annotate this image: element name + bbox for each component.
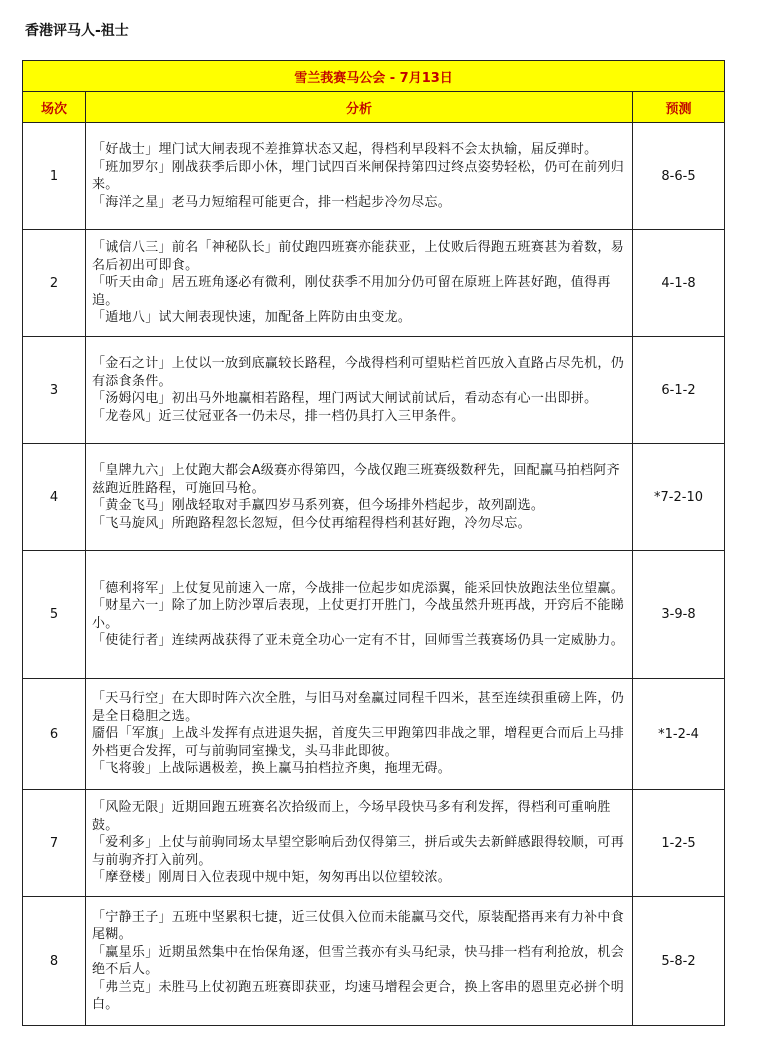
table-row: [23, 897, 725, 1026]
analysis-line: 靥侣「军旗」上战斗发挥有点进退失据，首度失三甲跑第四非战之罪，增程更合而后上马排外档更合发挥，可与前驹同室操戈，头马非此即彼。: [92, 726, 625, 759]
table-banner-row: [23, 61, 725, 92]
analysis-line: 「风险无限」近期回跑五班赛名次拾级而上，今场早段快马多有利发挥，得档利可重响胜鼓。: [92, 800, 611, 833]
analysis-line: 「金石之计」上仗以一放到底赢较长路程，今战得档利可望贴栏首匹放入直路占尽先机，仍有添食条件。: [92, 356, 625, 389]
table-row: [23, 551, 725, 679]
analysis-line: 「弗兰克」未胜马上仗初跑五班赛即获亚，均速马增程会更合，换上客串的恩里克必拼个明白。: [92, 979, 625, 1012]
analysis-line: 「天马行空」在大即时阵六次全胜，与旧马对垒赢过同程千四米，甚至连续孭重磅上阵，仍是全日稳胆之选。: [92, 691, 625, 724]
analysis-line: 「飞将骏」上战际遇极差，换上赢马拍档拉齐奥，拖埋无碍。: [92, 761, 452, 777]
race-prediction: 6-1-2: [633, 337, 725, 444]
analysis-line: 「诚信八三」前名「神秘队长」前仗跑四班赛亦能获亚，上仗败后得跑五班赛甚为着数，易名后初出可即食。: [92, 240, 625, 273]
race-analysis: [86, 123, 633, 230]
analysis-line: 「黄金飞马」刚战轻取对手赢四岁马系列赛，但今场排外档起步，故列副选。: [92, 498, 545, 513]
race-number: 1: [23, 123, 86, 230]
table-row: [23, 679, 725, 790]
race-number: 8: [23, 897, 86, 1026]
race-prediction: 5-8-2: [633, 897, 725, 1026]
race-number: 7: [23, 790, 86, 897]
analysis-line: 「汤姆闪电」初出马外地赢相若路程，埋门两试大闸试前试后，看动态有心一出即拼。: [92, 391, 598, 406]
column-header-analysis: 分析: [86, 92, 633, 123]
race-prediction: *1-2-4: [633, 679, 725, 790]
analysis-line: 「好战士」埋门试大闸表现不差推算状态又起，得档利早段料不会太执输，届反弹时。: [92, 142, 598, 157]
column-header-race: 场次: [23, 92, 86, 123]
analysis-line: 「飞马旋风」所跑路程忽长忽短，但今仗再缩程得档利甚好跑，冷勿尽忘。: [92, 515, 531, 531]
analysis-line: 「龙卷风」近三仗冠亚各一仍未尽，排一档仍具打入三甲条件。: [92, 408, 465, 424]
race-analysis: [86, 337, 633, 444]
race-number: 5: [23, 551, 86, 679]
table-row: [23, 230, 725, 337]
race-prediction: 3-9-8: [633, 551, 725, 679]
analysis-line: 「摩登楼」刚周日入位表现中规中矩，匆匆再出以位望较浓。: [92, 870, 452, 886]
table-row: [23, 444, 725, 551]
race-analysis: [86, 551, 633, 679]
analysis-line: 「财星六一」除了加上防沙罩后表现，上仗更打开胜门，今战虽然升班再战，开窍后不能睇小。: [92, 598, 625, 631]
column-header-prediction: 预测: [633, 92, 725, 123]
analysis-line: 「德利将军」上仗复见前速入一席，今战排一位起步如虎添翼，能采回快放跑法坐位望赢。: [92, 580, 625, 596]
race-analysis: [86, 230, 633, 337]
race-analysis: [86, 897, 633, 1026]
race-number: 3: [23, 337, 86, 444]
race-analysis: [86, 679, 633, 790]
race-prediction: *7-2-10: [633, 444, 725, 551]
table-row: [23, 123, 725, 230]
race-analysis-table: [22, 60, 725, 1026]
document-title: 香港评马人-祖士: [25, 23, 129, 39]
race-prediction: 8-6-5: [633, 123, 725, 230]
analysis-line: 「宁静王子」五班中坚累积七捷，近三仗俱入位而未能赢马交代，原装配搭再来有力补中食尾糊。: [92, 909, 625, 942]
race-prediction: 4-1-8: [633, 230, 725, 337]
analysis-line: 「皇牌九六」上仗跑大都会A级赛亦得第四，今战仅跑三班赛级数秤先，回配赢马拍档阿齐兹跑近胜路程，可施回马枪。: [92, 463, 620, 496]
analysis-line: 「遁地八」试大闸表现快速，加配备上阵防由虫变龙。: [92, 310, 412, 326]
table-header-row: [23, 92, 725, 123]
race-prediction: 1-2-5: [633, 790, 725, 897]
analysis-line: 「使徒行者」连续两战获得了亚未竟全功心一定有不甘，回师雪兰莪赛场仍具一定威胁力。: [92, 633, 625, 648]
race-number: 6: [23, 679, 86, 790]
race-number: 2: [23, 230, 86, 337]
analysis-line: 「班加罗尔」刚战获季后即小休，埋门试四百米闸保持第四过终点姿势轻松，仍可在前列归来。: [92, 159, 625, 192]
meeting-banner: 雪兰莪赛马公会 - 7月13日: [23, 61, 725, 92]
analysis-line: 「爱利多」上仗与前驹同场太早望空影响后劲仅得第三，拼后或失去新鲜感跟得较顺，可再与前驹齐打入前列。: [92, 835, 625, 868]
analysis-line: 「海洋之星」老马力短缩程可能更合，排一档起步冷勿尽忘。: [92, 194, 452, 210]
table-row: [23, 337, 725, 444]
race-analysis: [86, 444, 633, 551]
analysis-line: 「听天由命」居五班角逐必有微利，刚仗获季不用加分仍可留在原班上阵甚好跑，值得再追。: [92, 275, 611, 308]
table-row: [23, 790, 725, 897]
analysis-line: 「赢星乐」近期虽然集中在怡保角逐，但雪兰莪亦有头马纪录，快马排一档有利抢放，机会绝不后人。: [92, 944, 625, 977]
race-analysis: [86, 790, 633, 897]
race-number: 4: [23, 444, 86, 551]
